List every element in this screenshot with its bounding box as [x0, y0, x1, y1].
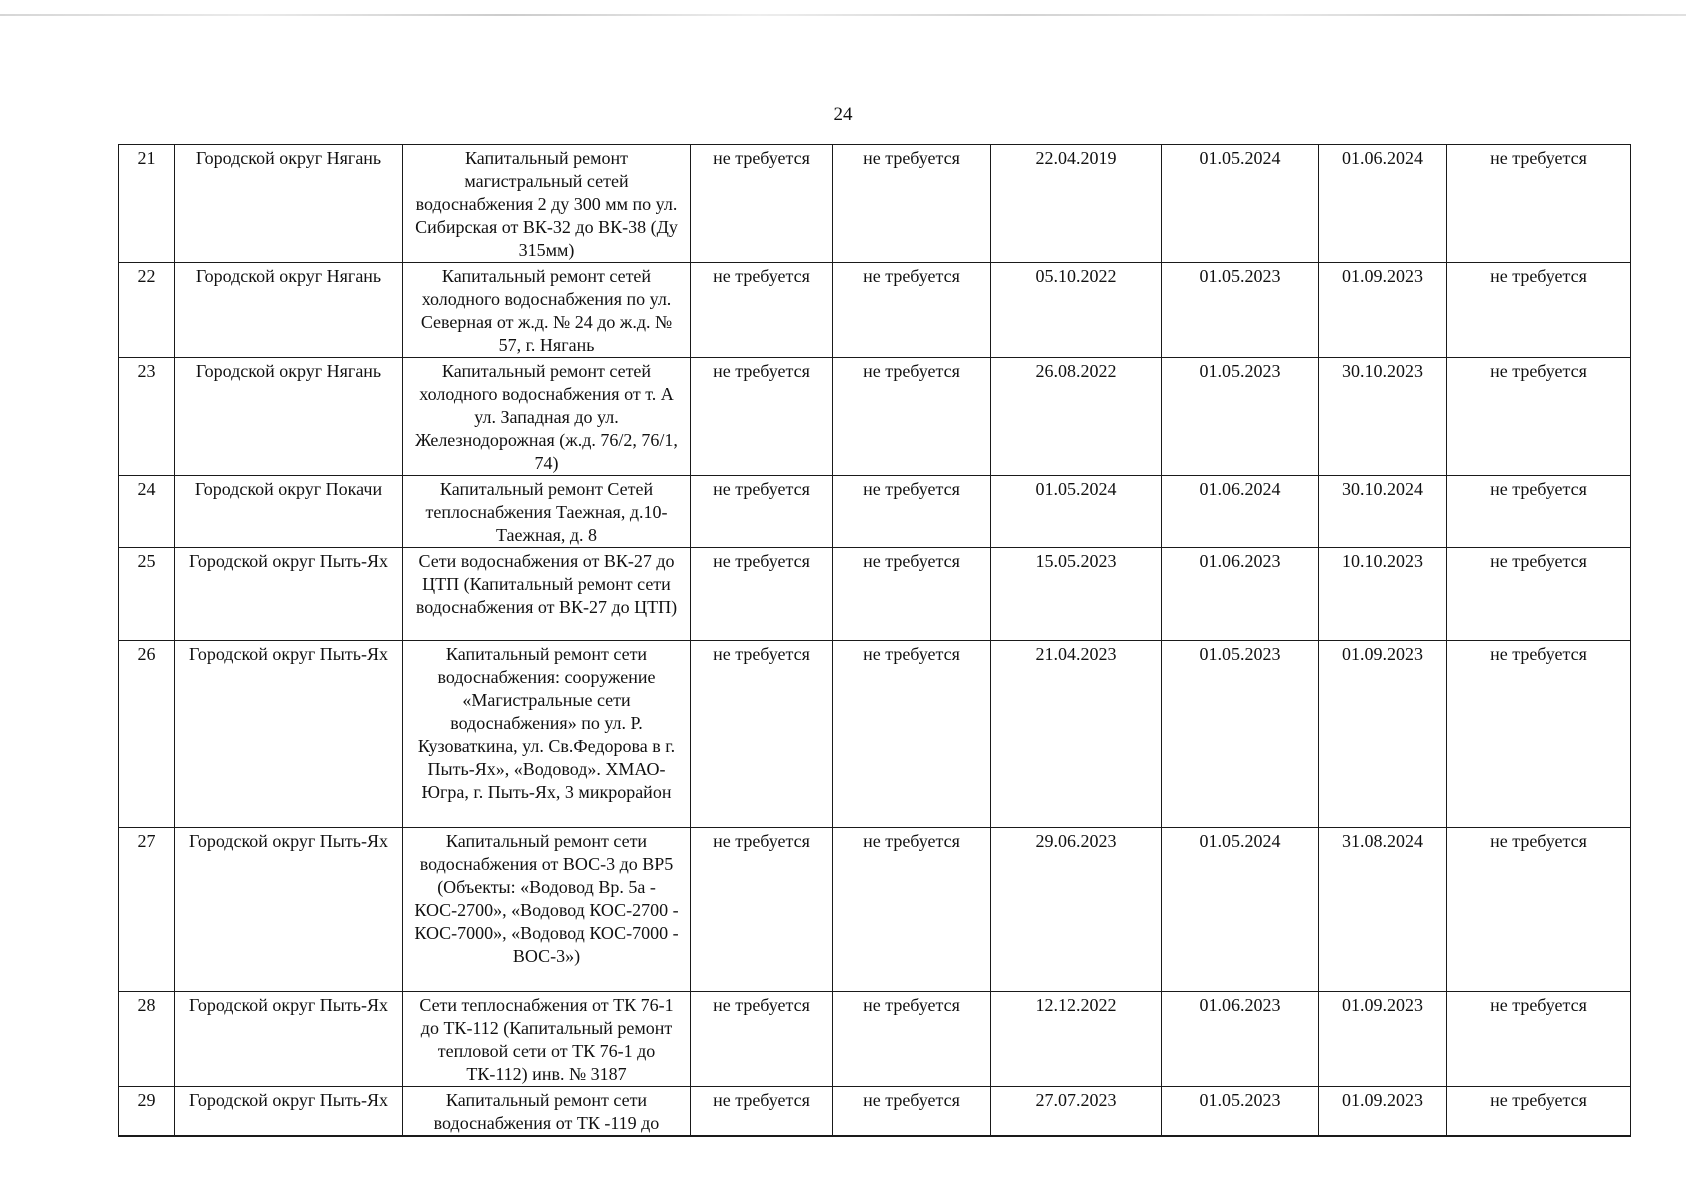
registry-table-body	[119, 145, 1631, 1137]
requirement-cell: не требуется	[1447, 358, 1631, 476]
requirement-cell: не требуется	[691, 145, 833, 263]
object-description-cell: Капитальный ремонт сетей холодного водоснабжения по ул. Северная от ж.д. № 24 до ж.д. № 57, г. Нягань	[403, 263, 691, 358]
requirement-cell: не требуется	[691, 641, 833, 828]
requirement-cell: не требуется	[1447, 992, 1631, 1087]
date-cell: 26.08.2022	[991, 358, 1162, 476]
table-row	[119, 641, 1631, 828]
requirement-cell: не требуется	[691, 263, 833, 358]
municipality-cell: Городской округ Пыть-Ях	[175, 641, 403, 828]
municipality-cell: Городской округ Нягань	[175, 145, 403, 263]
row-number: 27	[119, 828, 175, 992]
row-number: 22	[119, 263, 175, 358]
date-cell: 15.05.2023	[991, 548, 1162, 641]
requirement-cell: не требуется	[833, 828, 991, 992]
requirement-cell: не требуется	[833, 548, 991, 641]
page-number: 24	[833, 104, 853, 125]
date-cell: 21.04.2023	[991, 641, 1162, 828]
date-cell: 30.10.2023	[1319, 358, 1447, 476]
date-cell: 01.06.2024	[1162, 476, 1319, 548]
municipality-cell: Городской округ Пыть-Ях	[175, 992, 403, 1087]
date-cell: 01.05.2024	[1162, 145, 1319, 263]
municipality-cell: Городской округ Нягань	[175, 263, 403, 358]
date-cell: 01.05.2024	[991, 476, 1162, 548]
date-cell: 01.09.2023	[1319, 263, 1447, 358]
table-row	[119, 145, 1631, 263]
object-description-cell: Капитальный ремонт магистральный сетей водоснабжения 2 ду 300 мм по ул. Сибирская от ВК-32 до ВК-38 (Ду 315мм)	[403, 145, 691, 263]
requirement-cell: не требуется	[1447, 263, 1631, 358]
date-cell: 29.06.2023	[991, 828, 1162, 992]
requirement-cell: не требуется	[691, 476, 833, 548]
date-cell: 01.05.2023	[1162, 641, 1319, 828]
row-number: 29	[119, 1087, 175, 1137]
date-cell: 01.09.2023	[1319, 992, 1447, 1087]
object-description-cell: Капитальный ремонт Сетей теплоснабжения Таежная, д.10-Таежная, д. 8	[403, 476, 691, 548]
municipality-cell: Городской округ Пыть-Ях	[175, 548, 403, 641]
object-description-cell: Капитальный ремонт сети водоснабжения от ТК -119 до	[403, 1087, 691, 1137]
date-cell: 01.05.2023	[1162, 358, 1319, 476]
table-row	[119, 828, 1631, 992]
requirement-cell: не требуется	[691, 358, 833, 476]
requirement-cell: не требуется	[833, 145, 991, 263]
date-cell: 01.06.2024	[1319, 145, 1447, 263]
date-cell: 01.05.2024	[1162, 828, 1319, 992]
requirement-cell: не требуется	[833, 358, 991, 476]
object-description-cell: Капитальный ремонт сетей холодного водоснабжения от т. А ул. Западная до ул. Железнодорожная (ж.д. 76/2, 76/1, 74)	[403, 358, 691, 476]
requirement-cell: не требуется	[1447, 548, 1631, 641]
object-description-cell: Сети теплоснабжения от ТК 76-1 до ТК-112 (Капитальный ремонт тепловой сети от ТК 76-1 до ТК-112) инв. № 3187	[403, 992, 691, 1087]
municipality-cell: Городской округ Покачи	[175, 476, 403, 548]
row-number: 25	[119, 548, 175, 641]
requirement-cell: не требуется	[691, 1087, 833, 1137]
date-cell: 01.05.2023	[1162, 263, 1319, 358]
date-cell: 30.10.2024	[1319, 476, 1447, 548]
requirement-cell: не требуется	[1447, 476, 1631, 548]
municipality-cell: Городской округ Пыть-Ях	[175, 1087, 403, 1137]
date-cell: 31.08.2024	[1319, 828, 1447, 992]
registry-table	[118, 144, 1631, 1137]
date-cell: 05.10.2022	[991, 263, 1162, 358]
requirement-cell: не требуется	[1447, 828, 1631, 992]
requirement-cell: не требуется	[833, 263, 991, 358]
requirement-cell: не требуется	[691, 992, 833, 1087]
date-cell: 01.09.2023	[1319, 641, 1447, 828]
object-description-cell: Капитальный ремонт сети водоснабжения от ВОС-3 до ВР5 (Объекты: «Водовод Вр. 5а - КОС-2700», «Водовод КОС-2700 - КОС-7000», «Водовод КОС-7000 - ВОС-3»)	[403, 828, 691, 992]
table-row	[119, 992, 1631, 1087]
requirement-cell: не требуется	[833, 476, 991, 548]
requirement-cell: не требуется	[691, 828, 833, 992]
date-cell: 01.05.2023	[1162, 1087, 1319, 1137]
requirement-cell: не требуется	[833, 992, 991, 1087]
row-number: 21	[119, 145, 175, 263]
requirement-cell: не требуется	[691, 548, 833, 641]
date-cell: 01.09.2023	[1319, 1087, 1447, 1137]
municipality-cell: Городской округ Пыть-Ях	[175, 828, 403, 992]
requirement-cell: не требуется	[833, 641, 991, 828]
requirement-cell: не требуется	[1447, 145, 1631, 263]
table-row	[119, 476, 1631, 548]
object-description-cell: Капитальный ремонт сети водоснабжения: сооружение «Магистральные сети водоснабжения» по ул. Р. Кузоваткина, ул. Св.Федорова в г. Пыть-Ях», «Водовод». ХМАО-Югра, г. Пыть-Ях, 3 микрорайон	[403, 641, 691, 828]
requirement-cell: не требуется	[1447, 1087, 1631, 1137]
date-cell: 27.07.2023	[991, 1087, 1162, 1137]
scan-edge-artifact	[0, 14, 1686, 16]
date-cell: 10.10.2023	[1319, 548, 1447, 641]
date-cell: 22.04.2019	[991, 145, 1162, 263]
municipality-cell: Городской округ Нягань	[175, 358, 403, 476]
row-number: 24	[119, 476, 175, 548]
date-cell: 01.06.2023	[1162, 548, 1319, 641]
table-row	[119, 548, 1631, 641]
requirement-cell: не требуется	[1447, 641, 1631, 828]
row-number: 26	[119, 641, 175, 828]
requirement-cell: не требуется	[833, 1087, 991, 1137]
table-row	[119, 263, 1631, 358]
object-description-cell: Сети водоснабжения от ВК-27 до ЦТП (Капитальный ремонт сети водоснабжения от ВК-27 до ЦТП)	[403, 548, 691, 641]
table-row	[119, 358, 1631, 476]
row-number: 28	[119, 992, 175, 1087]
date-cell: 01.06.2023	[1162, 992, 1319, 1087]
row-number: 23	[119, 358, 175, 476]
table-row	[119, 1087, 1631, 1137]
date-cell: 12.12.2022	[991, 992, 1162, 1087]
